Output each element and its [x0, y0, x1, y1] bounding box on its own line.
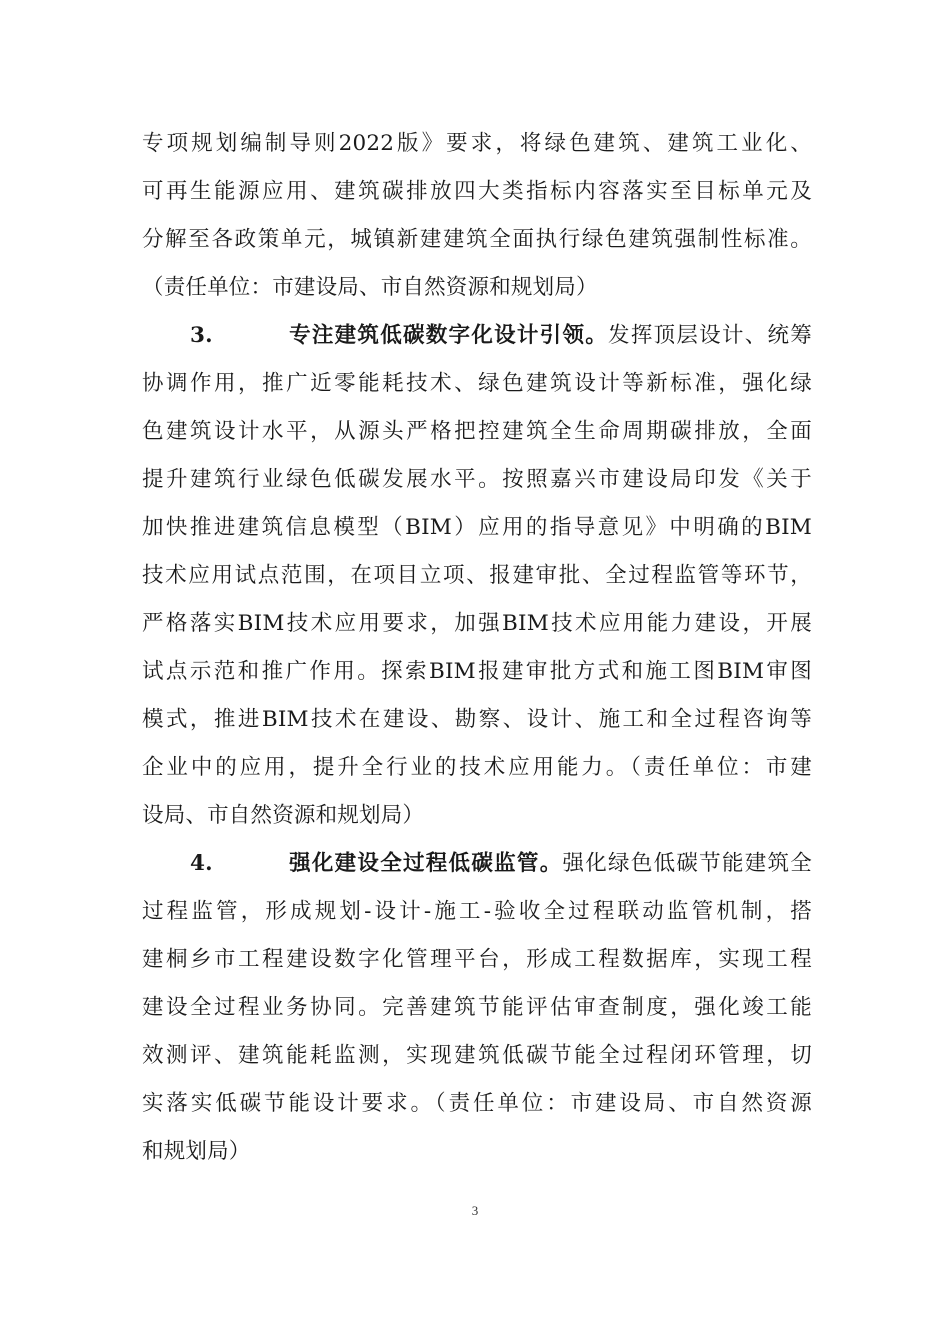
- item-4-first-line-text: 强化绿色低碳节能建筑全: [562, 851, 813, 876]
- document-body: [142, 120, 812, 1176]
- text-line: 协调作用，推广近零能耗技术、绿色建筑设计等新标准，强化绿: [142, 371, 812, 396]
- item-4-first-line: [142, 840, 812, 888]
- text-line: 建设全过程业务协同。完善建筑节能评估审查制度，强化竣工能: [142, 995, 812, 1020]
- item-3-first-line-text: 发挥顶层设计、统筹: [608, 323, 812, 348]
- text-line: 试点示范和推广作用。探索BIM报建审批方式和施工图BIM审图: [142, 659, 812, 684]
- text-line: 过程监管，形成规划-设计-施工-验收全过程联动监管机制，搭: [142, 899, 812, 924]
- text-line: 模式，推进BIM技术在建设、勘察、设计、施工和全过程咨询等: [142, 707, 812, 732]
- text-line: 企业中的应用，提升全行业的技术应用能力。（责任单位：市建: [142, 755, 812, 780]
- text-line: 专项规划编制导则2022版》要求，将绿色建筑、建筑工业化、: [142, 131, 812, 156]
- text-line: 提升建筑行业绿色低碳发展水平。按照嘉兴市建设局印发《关于: [142, 467, 812, 492]
- text-line: 建桐乡市工程建设数字化管理平台，形成工程数据库，实现工程: [142, 947, 812, 972]
- item-3-heading: 专注建筑低碳数字化设计引领。: [288, 323, 609, 348]
- text-line: 技术应用试点范围，在项目立项、报建审批、全过程监管等环节，: [142, 563, 812, 588]
- text-line: 色建筑设计水平，从源头严格把控建筑全生命周期碳排放，全面: [142, 419, 812, 444]
- item-4-paragraph: [142, 840, 812, 1176]
- page-number: 3: [471, 1203, 479, 1218]
- item-3-first-line: [142, 312, 812, 360]
- paragraph-continuation: [142, 120, 812, 312]
- text-line: 分解至各政策单元，城镇新建建筑全面执行绿色建筑强制性标准。: [142, 227, 812, 252]
- item-4-number: 4.: [190, 851, 213, 876]
- item-3-paragraph: [142, 312, 812, 840]
- text-line: 效测评、建筑能耗监测，实现建筑低碳节能全过程闭环管理，切: [142, 1043, 812, 1068]
- item-4-heading: 强化建设全过程低碳监管。: [288, 851, 563, 876]
- text-line: 和规划局）: [142, 1139, 251, 1164]
- text-line: （责任单位：市建设局、市自然资源和规划局）: [142, 275, 598, 300]
- text-line: 严格落实BIM技术应用要求，加强BIM技术应用能力建设，开展: [142, 611, 812, 636]
- item-3-number: 3.: [190, 323, 213, 348]
- text-line: 加快推进建筑信息模型（BIM）应用的指导意见》中明确的BIM: [142, 515, 812, 540]
- text-line: 设局、市自然资源和规划局）: [142, 803, 425, 828]
- text-line: 实落实低碳节能设计要求。（责任单位：市建设局、市自然资源: [142, 1091, 812, 1116]
- text-line: 可再生能源应用、建筑碳排放四大类指标内容落实至目标单元及: [142, 179, 812, 204]
